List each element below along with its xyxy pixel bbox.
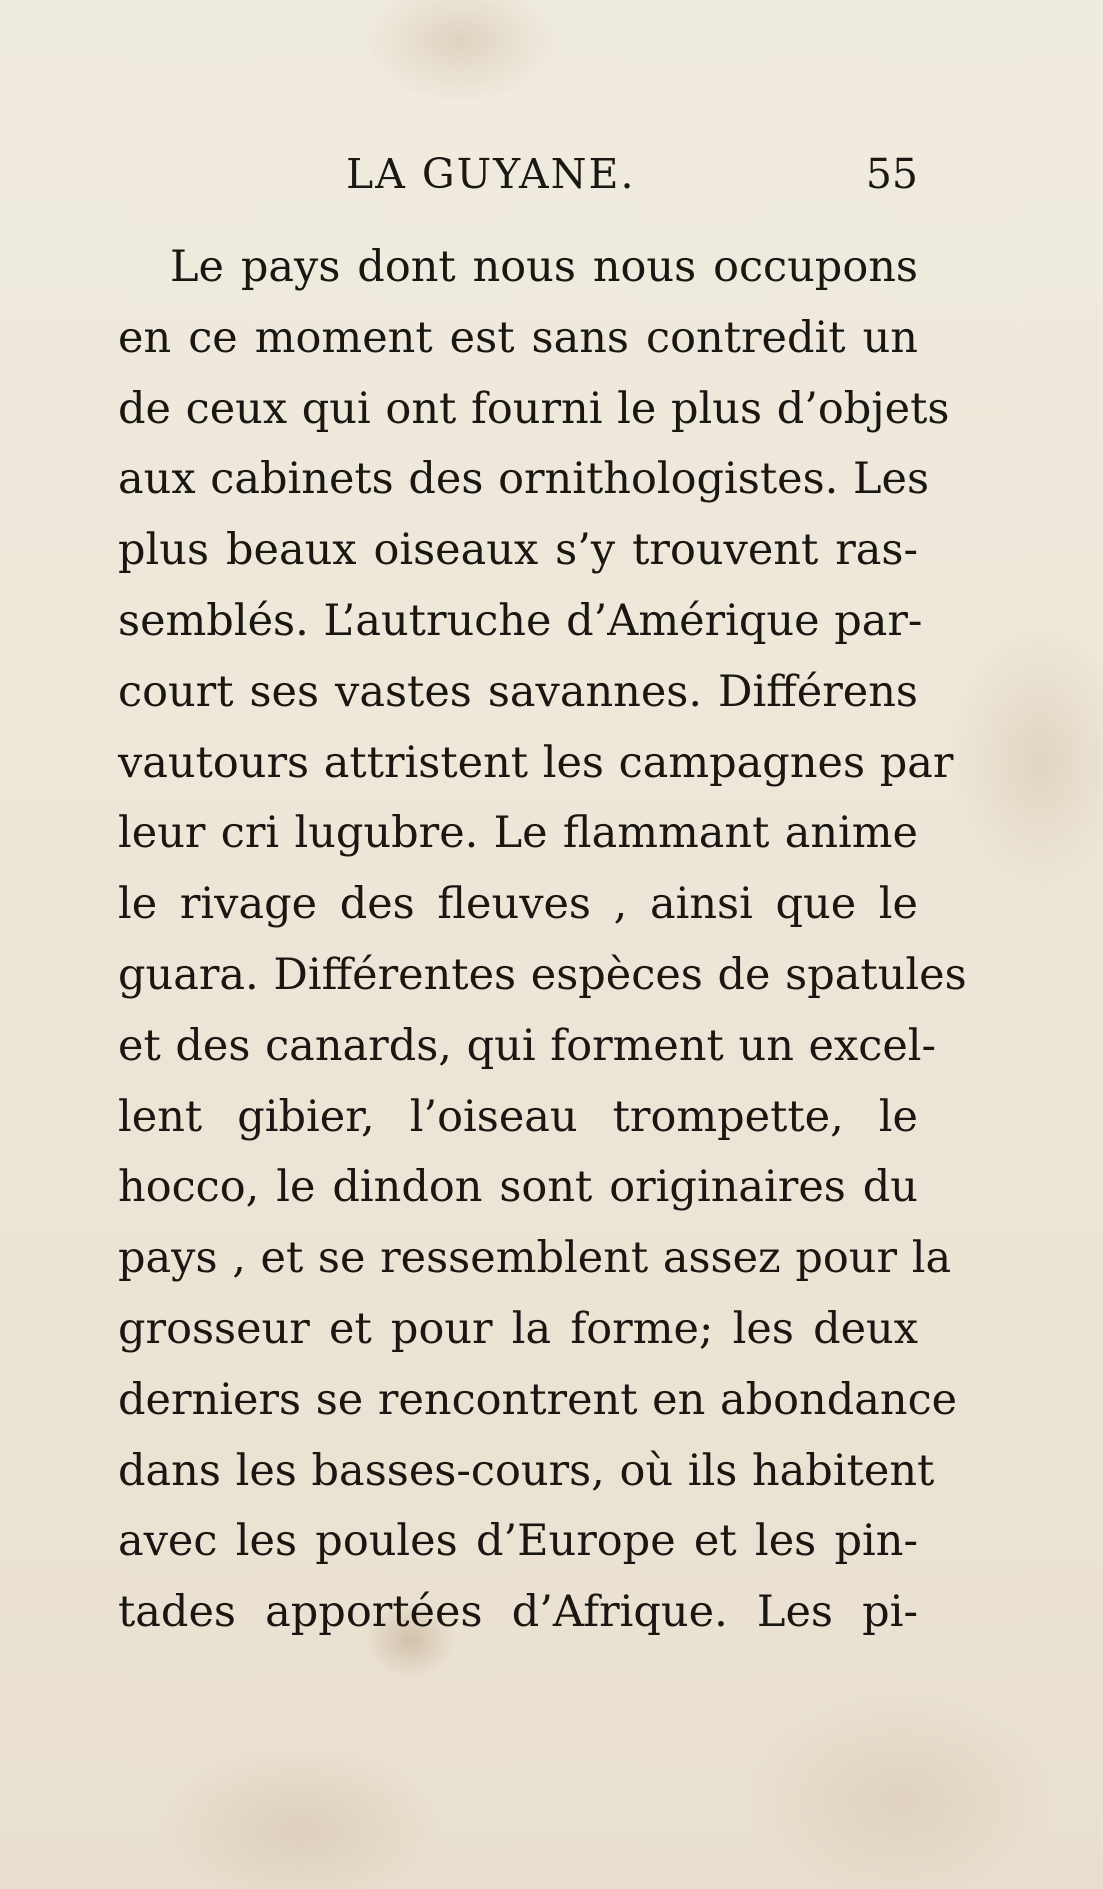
text-line: en ce moment est sans contredit un [118,312,918,363]
text-line: dans les basses-cours, où ils habitent [118,1445,935,1496]
text-line: semblés. L’autruche d’Amérique par- [118,595,923,646]
text-line: lent gibier, l’oiseau trompette, le [118,1091,918,1142]
text-line: derniers se rencontrent en abondance [118,1374,958,1425]
text-line: plus beaux oiseaux s’y trouvent ras- [118,525,918,576]
body-text [118,232,967,1648]
running-title: LA GUYANE. [346,150,636,198]
text-line: grosseur et pour la forme; les deux [118,1303,918,1354]
page-number: 55 [865,150,918,198]
text-line: court ses vastes savannes. Différens [118,666,918,717]
text-line: vautours attristent les campagnes par [118,737,954,788]
text-line: leur cri lugubre. Le flammant anime [118,808,918,859]
text-line: aux cabinets des ornithologistes. Les [118,454,930,505]
text-line: tades apportées d’Afrique. Les pi- [118,1587,918,1638]
page-header [118,150,918,206]
text-line: et des canards, qui forment un excel- [118,1020,937,1071]
text-line: Le pays dont nous nous occupons [170,242,918,292]
text-line: pays , et se ressemblent assez pour la [118,1233,952,1284]
text-line: hocco, le dindon sont originaires du [118,1162,918,1213]
text-line: de ceux qui ont fourni le plus d’objets [118,383,950,434]
text-line: avec les poules d’Europe et les pin- [118,1516,918,1567]
text-line: le rivage des fleuves , ainsi que le [118,879,918,930]
text-line: guara. Différentes espèces de spatules [118,949,967,1000]
